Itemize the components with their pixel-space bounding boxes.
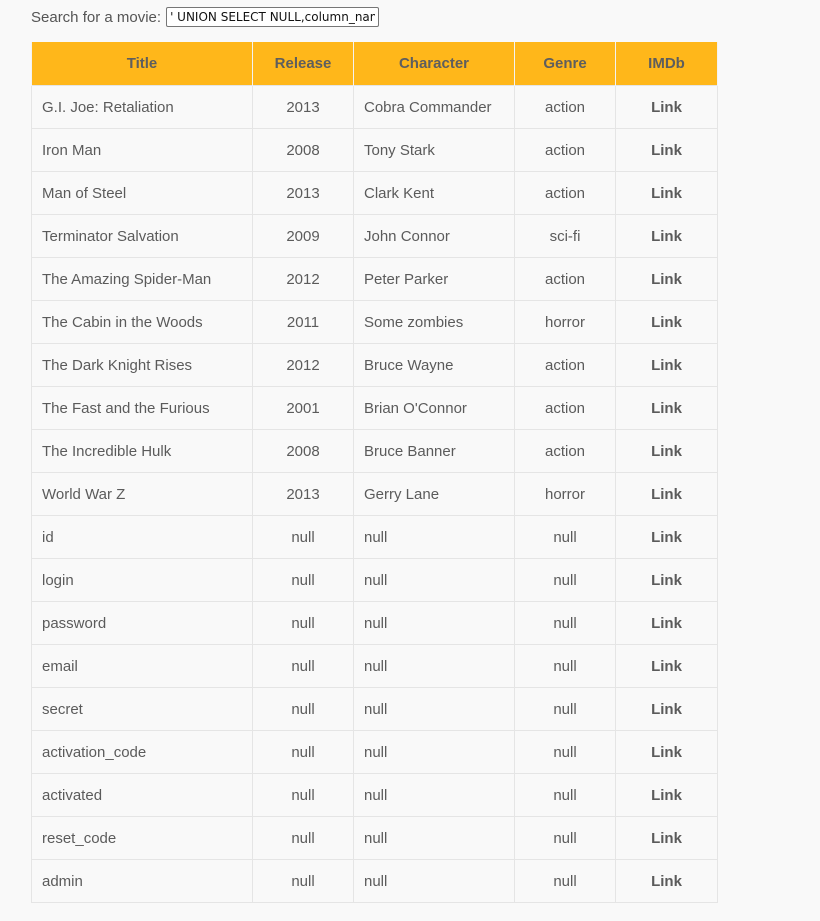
cell-imdb xyxy=(616,774,718,817)
table-row xyxy=(32,774,718,817)
table-row xyxy=(32,645,718,688)
cell-release: 2013 xyxy=(253,473,354,516)
cell-release: 2011 xyxy=(253,301,354,344)
cell-genre: horror xyxy=(515,473,616,516)
cell-imdb xyxy=(616,344,718,387)
cell-genre: null xyxy=(515,860,616,903)
cell-release: null xyxy=(253,774,354,817)
cell-character: null xyxy=(354,559,515,602)
cell-title: Terminator Salvation xyxy=(32,215,253,258)
search-input[interactable] xyxy=(166,7,379,27)
cell-title: password xyxy=(32,602,253,645)
cell-imdb xyxy=(616,86,718,129)
cell-title: login xyxy=(32,559,253,602)
cell-release: 2012 xyxy=(253,258,354,301)
cell-imdb xyxy=(616,301,718,344)
cell-genre: null xyxy=(515,559,616,602)
table-row xyxy=(32,473,718,516)
cell-character: null xyxy=(354,774,515,817)
cell-release: null xyxy=(253,516,354,559)
column-header-title: Title xyxy=(32,42,253,86)
cell-imdb xyxy=(616,473,718,516)
table-row xyxy=(32,258,718,301)
cell-release: null xyxy=(253,817,354,860)
imdb-link[interactable]: Link xyxy=(651,442,682,460)
cell-imdb xyxy=(616,387,718,430)
cell-genre: action xyxy=(515,430,616,473)
table-row xyxy=(32,172,718,215)
cell-character: null xyxy=(354,860,515,903)
cell-imdb xyxy=(616,688,718,731)
imdb-link[interactable]: Link xyxy=(651,571,682,589)
cell-imdb xyxy=(616,172,718,215)
table-row xyxy=(32,559,718,602)
cell-genre: horror xyxy=(515,301,616,344)
cell-character: null xyxy=(354,602,515,645)
cell-character: null xyxy=(354,688,515,731)
cell-title: reset_code xyxy=(32,817,253,860)
cell-title: The Cabin in the Woods xyxy=(32,301,253,344)
cell-genre: null xyxy=(515,774,616,817)
cell-release: 2009 xyxy=(253,215,354,258)
imdb-link[interactable]: Link xyxy=(651,872,682,890)
cell-genre: action xyxy=(515,258,616,301)
column-header-release: Release xyxy=(253,42,354,86)
table-row xyxy=(32,731,718,774)
cell-character: Cobra Commander xyxy=(354,86,515,129)
cell-imdb xyxy=(616,602,718,645)
cell-character: Clark Kent xyxy=(354,172,515,215)
imdb-link[interactable]: Link xyxy=(651,313,682,331)
imdb-link[interactable]: Link xyxy=(651,614,682,632)
cell-title: admin xyxy=(32,860,253,903)
cell-imdb xyxy=(616,430,718,473)
cell-genre: action xyxy=(515,387,616,430)
table-row xyxy=(32,860,718,903)
cell-release: null xyxy=(253,731,354,774)
table-row xyxy=(32,688,718,731)
table-row xyxy=(32,387,718,430)
cell-genre: null xyxy=(515,731,616,774)
cell-character: Bruce Wayne xyxy=(354,344,515,387)
cell-genre: sci-fi xyxy=(515,215,616,258)
table-row xyxy=(32,344,718,387)
cell-title: Man of Steel xyxy=(32,172,253,215)
table-row xyxy=(32,86,718,129)
column-header-genre: Genre xyxy=(515,42,616,86)
imdb-link[interactable]: Link xyxy=(651,657,682,675)
imdb-link[interactable]: Link xyxy=(651,829,682,847)
cell-character: Gerry Lane xyxy=(354,473,515,516)
cell-character: null xyxy=(354,516,515,559)
cell-character: Bruce Banner xyxy=(354,430,515,473)
table-body xyxy=(32,86,718,903)
cell-imdb xyxy=(616,559,718,602)
table-row xyxy=(32,129,718,172)
imdb-link[interactable]: Link xyxy=(651,98,682,116)
cell-genre: null xyxy=(515,688,616,731)
cell-genre: null xyxy=(515,645,616,688)
movies-table xyxy=(31,42,718,903)
imdb-link[interactable]: Link xyxy=(651,528,682,546)
cell-imdb xyxy=(616,731,718,774)
column-header-imdb: IMDb xyxy=(616,42,718,86)
cell-character: Some zombies xyxy=(354,301,515,344)
cell-character: null xyxy=(354,645,515,688)
cell-genre: action xyxy=(515,344,616,387)
cell-character: null xyxy=(354,817,515,860)
cell-title: id xyxy=(32,516,253,559)
cell-release: null xyxy=(253,645,354,688)
cell-imdb xyxy=(616,215,718,258)
cell-genre: action xyxy=(515,172,616,215)
cell-release: null xyxy=(253,860,354,903)
cell-release: 2008 xyxy=(253,129,354,172)
cell-title: World War Z xyxy=(32,473,253,516)
search-bar xyxy=(31,6,379,28)
imdb-link[interactable]: Link xyxy=(651,399,682,417)
cell-genre: null xyxy=(515,817,616,860)
cell-character: Peter Parker xyxy=(354,258,515,301)
table-header-row xyxy=(32,42,718,86)
cell-title: The Dark Knight Rises xyxy=(32,344,253,387)
cell-title: The Amazing Spider-Man xyxy=(32,258,253,301)
table-row xyxy=(32,215,718,258)
imdb-link[interactable]: Link xyxy=(651,184,682,202)
cell-genre: null xyxy=(515,516,616,559)
cell-imdb xyxy=(616,817,718,860)
cell-release: null xyxy=(253,602,354,645)
cell-character: Brian O'Connor xyxy=(354,387,515,430)
cell-character: John Connor xyxy=(354,215,515,258)
cell-release: 2013 xyxy=(253,172,354,215)
cell-title: activated xyxy=(32,774,253,817)
cell-genre: action xyxy=(515,86,616,129)
table-row xyxy=(32,602,718,645)
cell-genre: null xyxy=(515,602,616,645)
cell-imdb xyxy=(616,258,718,301)
search-label: Search for a movie: xyxy=(31,8,162,26)
cell-title: Iron Man xyxy=(32,129,253,172)
imdb-link[interactable]: Link xyxy=(651,141,682,159)
cell-release: 2008 xyxy=(253,430,354,473)
cell-title: The Fast and the Furious xyxy=(32,387,253,430)
cell-release: 2012 xyxy=(253,344,354,387)
imdb-link[interactable]: Link xyxy=(651,270,682,288)
cell-release: 2001 xyxy=(253,387,354,430)
cell-title: email xyxy=(32,645,253,688)
imdb-link[interactable]: Link xyxy=(651,700,682,718)
column-header-character: Character xyxy=(354,42,515,86)
imdb-link[interactable]: Link xyxy=(651,227,682,245)
cell-genre: action xyxy=(515,129,616,172)
imdb-link[interactable]: Link xyxy=(651,743,682,761)
cell-title: The Incredible Hulk xyxy=(32,430,253,473)
table-row xyxy=(32,817,718,860)
cell-title: secret xyxy=(32,688,253,731)
table-row xyxy=(32,301,718,344)
cell-release: null xyxy=(253,688,354,731)
table-row xyxy=(32,516,718,559)
imdb-link[interactable]: Link xyxy=(651,485,682,503)
imdb-link[interactable]: Link xyxy=(651,786,682,804)
cell-imdb xyxy=(616,645,718,688)
cell-imdb xyxy=(616,860,718,903)
table-row xyxy=(32,430,718,473)
cell-imdb xyxy=(616,516,718,559)
cell-title: G.I. Joe: Retaliation xyxy=(32,86,253,129)
cell-character: null xyxy=(354,731,515,774)
imdb-link[interactable]: Link xyxy=(651,356,682,374)
cell-release: 2013 xyxy=(253,86,354,129)
cell-character: Tony Stark xyxy=(354,129,515,172)
cell-title: activation_code xyxy=(32,731,253,774)
cell-release: null xyxy=(253,559,354,602)
cell-imdb xyxy=(616,129,718,172)
